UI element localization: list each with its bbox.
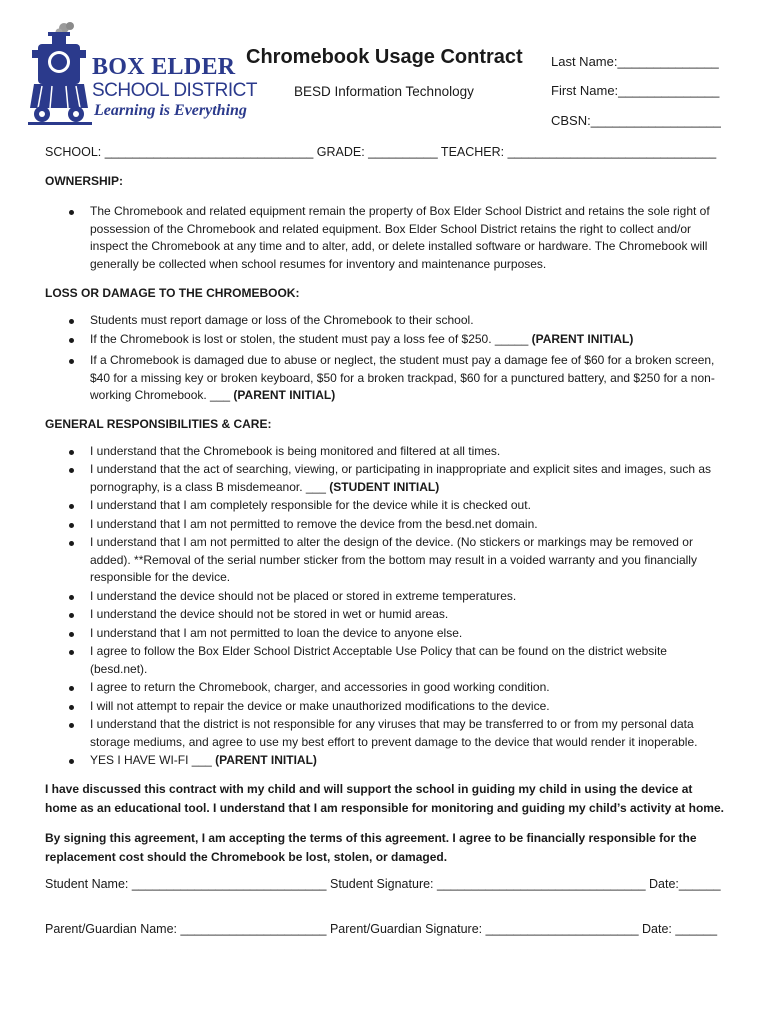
general-heading: GENERAL RESPONSIBILITIES & CARE: xyxy=(45,416,272,431)
bullet-icon xyxy=(69,613,74,618)
list-item: I understand that the Chromebook is being monitored and filtered at all times. xyxy=(45,443,725,461)
logo-line1: BOX ELDER xyxy=(92,54,236,80)
bullet-icon xyxy=(69,450,74,455)
list-item: If the Chromebook is lost or stolen, the student must pay a loss fee of $250. _____ (PARENT INITIAL) xyxy=(45,331,725,349)
list-item: I agree to follow the Box Elder School District Acceptable Use Policy that can be found on the district website (besd.net). xyxy=(45,643,725,678)
list-item: I understand that the district is not responsible for any viruses that may be transferred to or from my personal data storage mediums, and agree to use my best effort to prevent damage to the device that would render it inoperable. xyxy=(45,716,725,751)
bullet-icon xyxy=(69,338,74,343)
page-subtitle: BESD Information Technology xyxy=(294,84,474,99)
bullet-icon xyxy=(69,319,74,324)
district-logo xyxy=(28,20,257,132)
last-name-field[interactable]: Last Name:______________ xyxy=(551,54,719,69)
school-grade-teacher-line[interactable]: SCHOOL: ______________________________ GRADE: __________ TEACHER: ______________________________ xyxy=(45,145,717,159)
parent-initial-label: (PARENT INITIAL) xyxy=(233,388,336,402)
list-item: I will not attempt to repair the device or make unauthorized modifications to the device. xyxy=(45,698,725,716)
bullet-icon xyxy=(69,504,74,509)
list-item: If a Chromebook is damaged due to abuse or neglect, the student must pay a damage fee of $60 for a broken screen, $40 for a missing key or broken keyboard, $50 for a broken trackpad, $60 for a punctured battery, and $250 for a non-working Chromebook. ___ (PARENT INITIAL) xyxy=(45,352,725,405)
list-item: I understand that the act of searching, viewing, or participating in inappropriate and explicit sites and images, such as pornography, is a class B misdemeanor. ___ (STUDENT INITIAL) xyxy=(45,461,725,496)
bullet-icon xyxy=(69,359,74,364)
list-item: The Chromebook and related equipment remain the property of Box Elder School District and retains the sole right of possession of the Chromebook and related equipment. Box Elder School District retains the right to collect and/or inspect the Chromebook at any time and to alter, add, or delete installed software or hardware. The Chromebook will generally be collected when school resumes for inventory and maintenance purposes. xyxy=(45,203,725,273)
document-header xyxy=(0,0,770,145)
bullet-icon xyxy=(69,705,74,710)
bullet-icon xyxy=(69,759,74,764)
parent-initial-label: (PARENT INITIAL) xyxy=(531,331,634,346)
bullet-icon xyxy=(69,723,74,728)
list-item: I understand the device should not be placed or stored in extreme temperatures. xyxy=(45,588,725,606)
student-initial-label: (STUDENT INITIAL) xyxy=(329,479,440,494)
cbsn-field[interactable]: CBSN:__________________ xyxy=(551,113,721,128)
logo-line2: SCHOOL DISTRICT xyxy=(92,80,257,101)
parent-initial-label: (PARENT INITIAL) xyxy=(215,753,317,767)
list-item: I understand that I am not permitted to alter the design of the device. (No stickers or markings may be removed or added). **Removal of the serial number sticker from the bottom may result in a voided warranty and you financially responsible for the device. xyxy=(45,534,725,587)
list-item: Students must report damage or loss of the Chromebook to their school. xyxy=(45,312,725,330)
list-item: YES I HAVE WI-FI ___ (PARENT INITIAL) xyxy=(45,752,725,770)
bullet-icon xyxy=(69,210,74,215)
ownership-list xyxy=(45,203,725,273)
student-signature-line[interactable]: Student Name: ____________________________ Student Signature: ______________________________ Date:______ xyxy=(45,876,721,891)
list-item: I understand that I am completely responsible for the device while it is checked out. xyxy=(45,497,725,515)
parent-statement: I have discussed this contract with my child and will support the school in guiding my child in using the device at home as an educational tool. I understand that I am responsible for monitoring and guiding my child’s activity at home. xyxy=(45,781,724,815)
ownership-heading: OWNERSHIP: xyxy=(45,174,123,188)
list-item: I understand that I am not permitted to remove the device from the besd.net domain. xyxy=(45,516,725,534)
contract-body xyxy=(45,173,725,936)
page-title: Chromebook Usage Contract xyxy=(246,46,523,68)
agreement-statement: By signing this agreement, I am accepting the terms of this agreement. I agree to be financially responsible for the replacement cost should the Chromebook be lost, stolen, or damaged. xyxy=(45,830,697,864)
logo-tagline: Learning is Everything xyxy=(94,102,247,119)
bullet-icon xyxy=(69,650,74,655)
general-list xyxy=(45,443,725,770)
loss-list xyxy=(45,312,725,405)
first-name-field[interactable]: First Name:______________ xyxy=(551,83,720,98)
bullet-icon xyxy=(69,632,74,637)
bullet-icon xyxy=(69,523,74,528)
train-icon xyxy=(28,20,94,132)
bullet-icon xyxy=(69,595,74,600)
loss-heading: LOSS OR DAMAGE TO THE CHROMEBOOK: xyxy=(45,286,300,300)
bullet-icon xyxy=(69,468,74,473)
list-item: I understand that I am not permitted to loan the device to anyone else. xyxy=(45,625,725,643)
list-item: I agree to return the Chromebook, charger, and accessories in good working condition. xyxy=(45,679,725,697)
list-item: I understand the device should not be stored in wet or humid areas. xyxy=(45,606,725,624)
bullet-icon xyxy=(69,541,74,546)
bullet-icon xyxy=(69,686,74,691)
parent-signature-line[interactable]: Parent/Guardian Name: _____________________ Parent/Guardian Signature: ______________________ Date: ______ xyxy=(45,921,718,936)
